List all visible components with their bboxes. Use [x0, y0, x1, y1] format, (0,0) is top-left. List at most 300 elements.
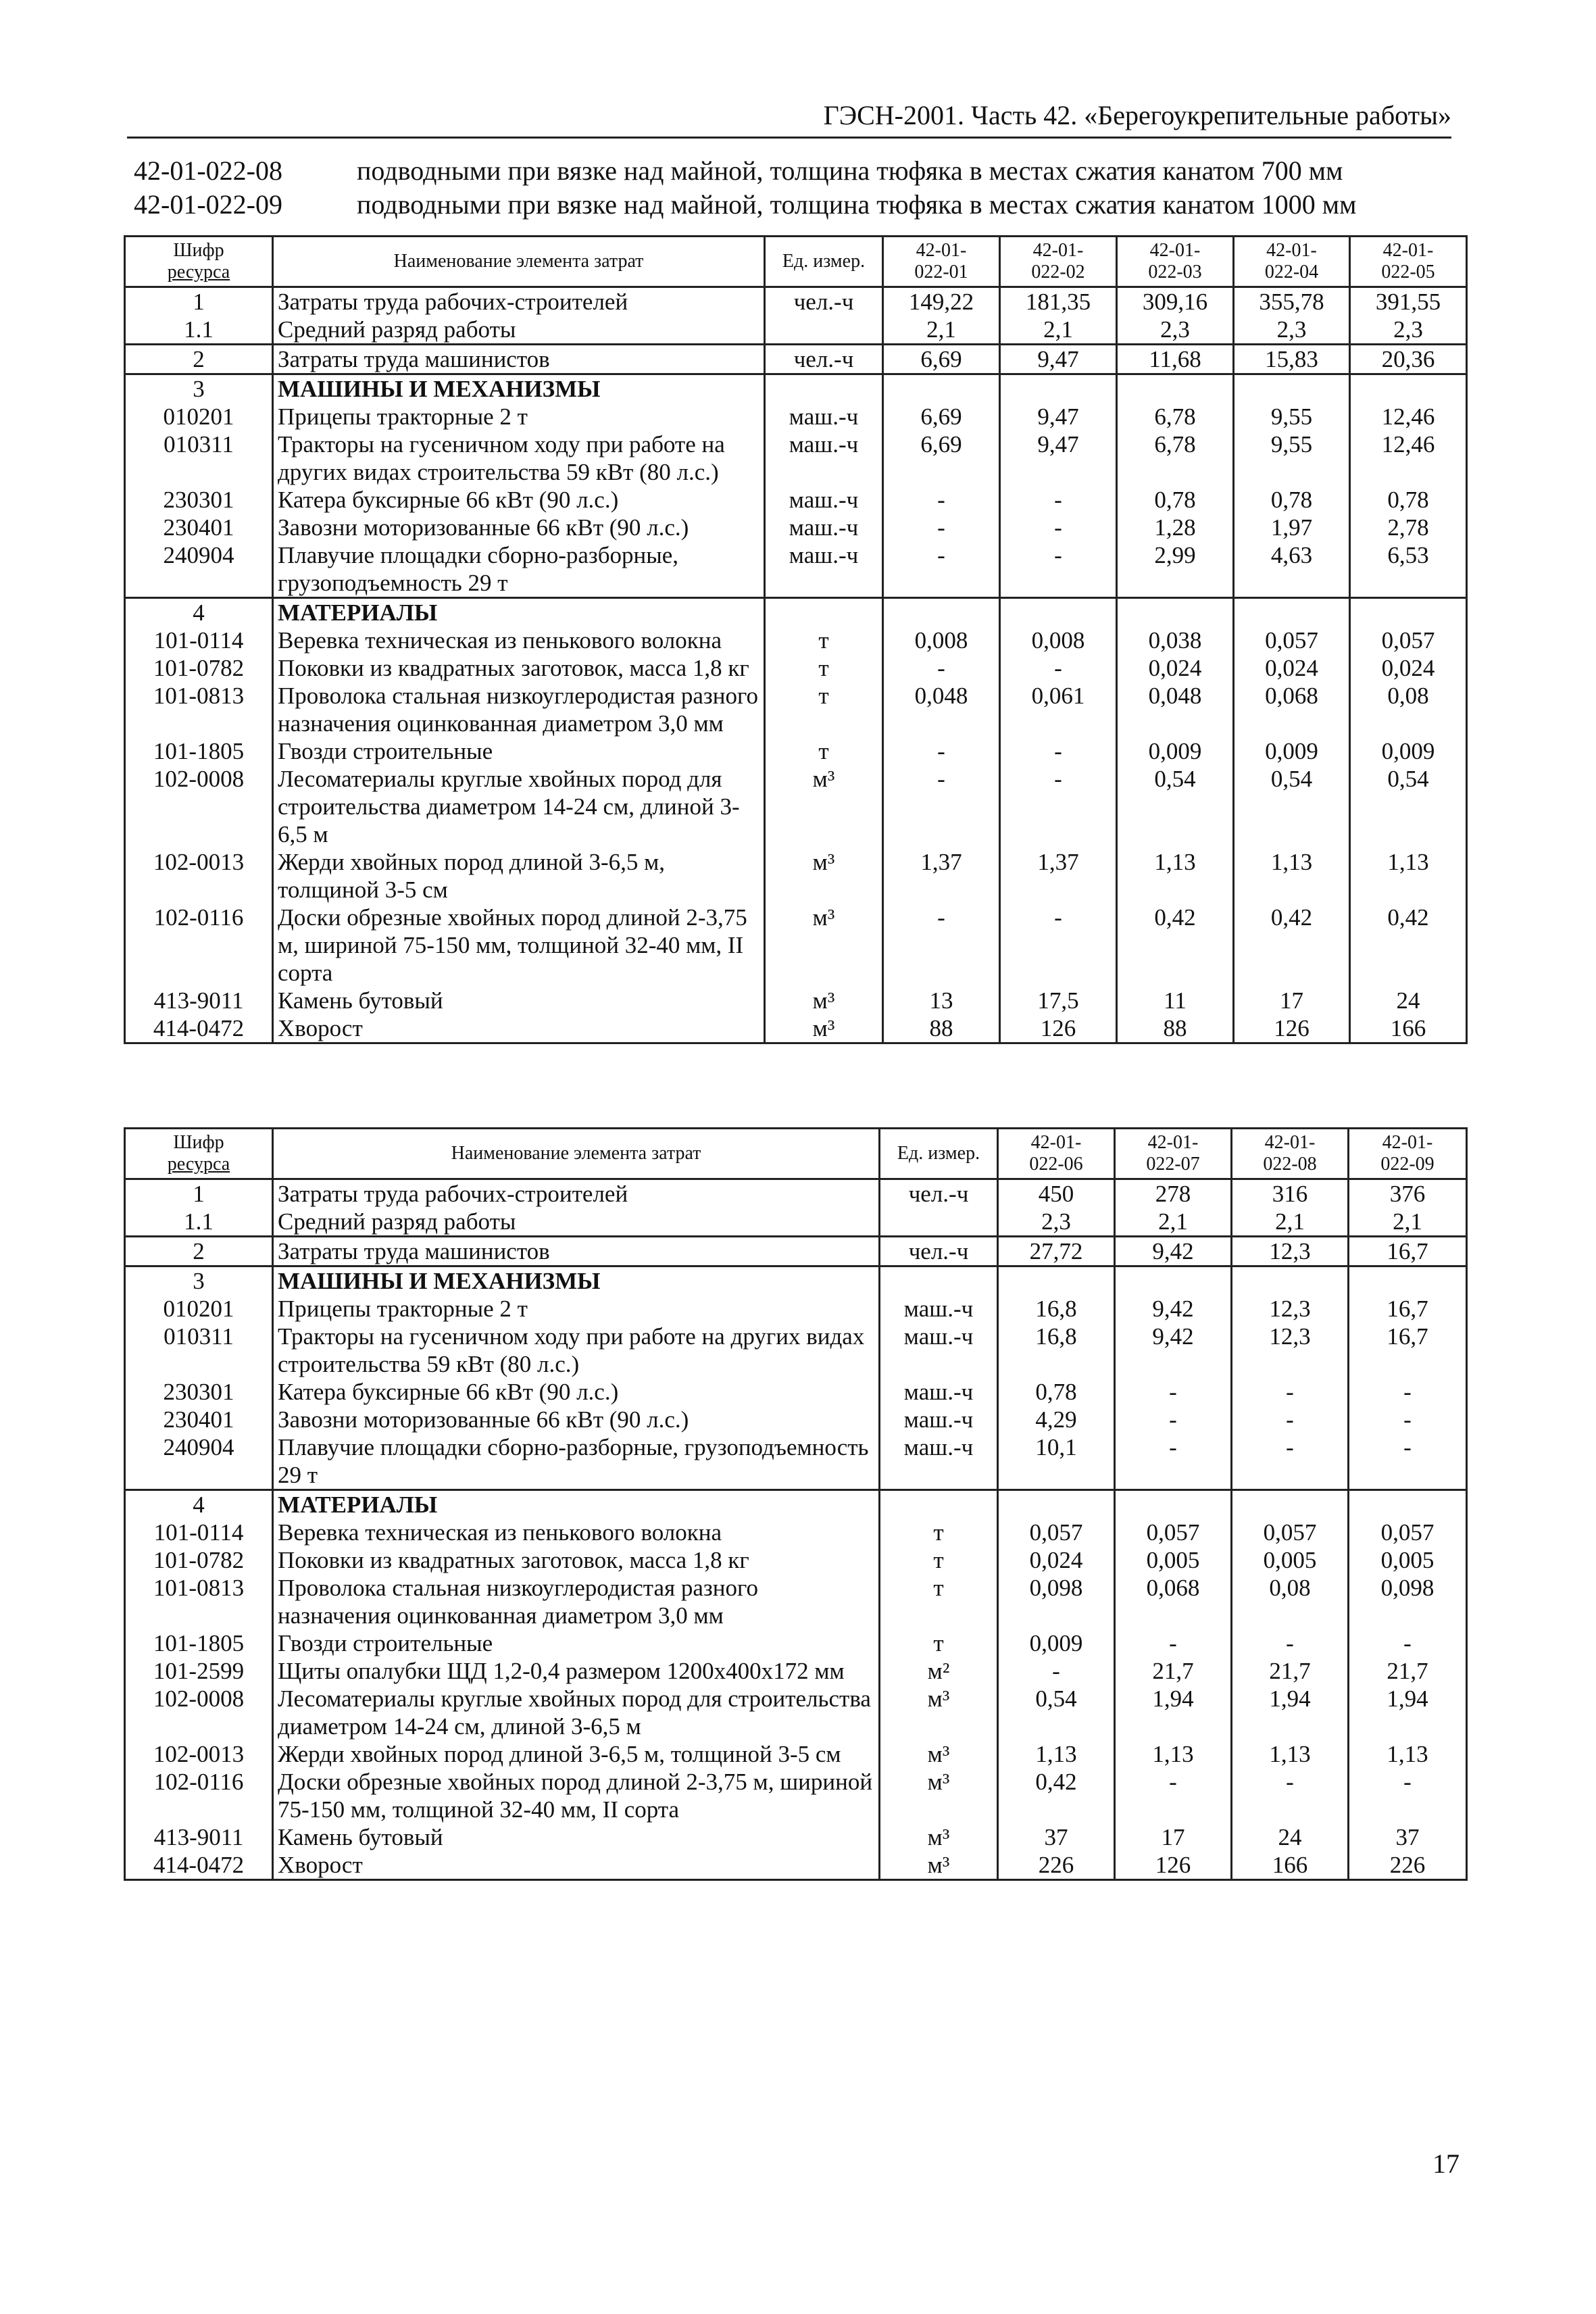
code-text: подводными при вязке над майной, толщина тюфяка в местах сжатия канатом 700 мм — [357, 155, 1343, 186]
rate-value-cell: 2,3 — [998, 1208, 1115, 1237]
unit-cell: м³ — [765, 765, 883, 848]
unit-cell: маш.-ч — [765, 541, 883, 598]
unit-cell: маш.-ч — [880, 1433, 998, 1490]
rate-value-cell: 11,68 — [1117, 345, 1234, 374]
cost-element-name-cell: Веревка техническая из пенькового волокна — [273, 1519, 880, 1546]
code-label: 42-01-022-09 — [134, 189, 282, 220]
rate-value-cell: 0,009 — [998, 1629, 1115, 1657]
rate-value-cell: 376 — [1349, 1179, 1467, 1208]
resource-code-cell: 101-1805 — [125, 737, 273, 765]
code-column-header — [125, 1129, 273, 1179]
rate-value-cell: 166 — [1232, 1851, 1349, 1880]
unit-cell: т — [765, 682, 883, 737]
name-column-header: Наименование элемента затрат — [273, 237, 765, 287]
resource-code-cell: 101-0782 — [125, 654, 273, 682]
rate-value-cell: 0,048 — [1117, 682, 1234, 737]
rate-value-cell — [1000, 374, 1117, 403]
rate-value-cell — [1349, 1266, 1467, 1296]
cost-element-name-cell: Жерди хвойных пород длиной 3-6,5 м, толщиной 3-5 см — [273, 1740, 880, 1768]
rate-value-cell: - — [883, 737, 1000, 765]
rate-value-cell: 0,048 — [883, 682, 1000, 737]
rate-header-line2: 022-01 — [914, 262, 968, 282]
rate-value-cell — [1232, 1490, 1349, 1519]
resource-code-cell: 010201 — [125, 403, 273, 430]
unit-cell: маш.-ч — [765, 514, 883, 541]
rate-value-cell: - — [1349, 1629, 1467, 1657]
rate-value-cell: 16,8 — [998, 1295, 1115, 1323]
rate-value-cell — [1349, 1490, 1467, 1519]
code-descriptions — [134, 154, 1356, 222]
resource-code-cell: 230301 — [125, 486, 273, 514]
rate-value-cell: 0,024 — [1117, 654, 1234, 682]
unit-cell: м³ — [765, 848, 883, 904]
unit-cell: маш.-ч — [880, 1406, 998, 1433]
table-row — [125, 430, 1467, 486]
rate-value-cell: 2,1 — [1232, 1208, 1349, 1237]
rate-column-header — [1232, 1129, 1349, 1179]
rate-value-cell: 1,13 — [1234, 848, 1350, 904]
cost-element-name-cell: Затраты труда рабочих-строителей — [273, 287, 765, 316]
resource-code-cell: 102-0008 — [125, 1685, 273, 1740]
rate-value-cell: 149,22 — [883, 287, 1000, 316]
table-row — [125, 1266, 1467, 1296]
unit-cell: маш.-ч — [765, 430, 883, 486]
rate-value-cell: 12,3 — [1232, 1295, 1349, 1323]
rate-value-cell: 10,1 — [998, 1433, 1115, 1490]
rate-value-cell: 1,37 — [883, 848, 1000, 904]
cost-element-name-cell: Поковки из квадратных заготовок, масса 1,8 кг — [273, 1546, 880, 1574]
rate-value-cell: 0,098 — [1349, 1574, 1467, 1629]
rate-header-line1: 42-01- — [916, 240, 967, 261]
rate-value-cell — [1000, 598, 1117, 627]
cost-element-name-cell: Затраты труда рабочих-строителей — [273, 1179, 880, 1208]
rate-value-cell: 2,3 — [1234, 316, 1350, 345]
rate-value-cell: - — [1000, 514, 1117, 541]
rate-value-cell: 2,1 — [1349, 1208, 1467, 1237]
table-row — [125, 682, 1467, 737]
rate-value-cell — [1117, 374, 1234, 403]
rate-value-cell: 0,08 — [1350, 682, 1467, 737]
rate-value-cell: 450 — [998, 1179, 1115, 1208]
resource-code-cell: 1 — [125, 287, 273, 316]
table-row — [125, 1629, 1467, 1657]
table-row — [125, 486, 1467, 514]
code-label: 42-01-022-08 — [134, 155, 282, 186]
rate-value-cell: 1,94 — [1232, 1685, 1349, 1740]
resource-code-cell: 3 — [125, 374, 273, 403]
resource-table-2 — [124, 1127, 1468, 1881]
rate-header-line2: 022-06 — [1029, 1154, 1083, 1175]
resource-code-cell: 102-0116 — [125, 1768, 273, 1823]
rate-value-cell: 391,55 — [1350, 287, 1467, 316]
cost-element-name-cell: Плавучие площадки сборно-разборные, грузоподъемность 29 т — [273, 541, 765, 598]
table-body — [125, 1179, 1467, 1880]
cost-element-name-cell: Камень бутовый — [273, 1823, 880, 1851]
rate-value-cell: 0,78 — [1117, 486, 1234, 514]
rate-value-cell: 6,69 — [883, 345, 1000, 374]
rate-value-cell: 9,55 — [1234, 430, 1350, 486]
rate-value-cell: - — [1115, 1433, 1232, 1490]
cost-element-name-cell: Плавучие площадки сборно-разборные, грузоподъемность 29 т — [273, 1433, 880, 1490]
table-row — [125, 1768, 1467, 1823]
rate-value-cell: 0,068 — [1115, 1574, 1232, 1629]
rate-value-cell: 27,72 — [998, 1237, 1115, 1266]
table-row — [125, 626, 1467, 654]
rate-value-cell: 88 — [1117, 1014, 1234, 1043]
resource-code-cell: 414-0472 — [125, 1851, 273, 1880]
unit-cell: чел.-ч — [765, 287, 883, 316]
rate-value-cell — [883, 374, 1000, 403]
rate-value-cell: - — [1000, 904, 1117, 987]
cost-element-name-cell: Лесоматериалы круглые хвойных пород для строительства диаметром 14-24 см, длиной 3-6,5 м — [273, 765, 765, 848]
rate-value-cell: 4,63 — [1234, 541, 1350, 598]
cost-element-name-cell: Тракторы на гусеничном ходу при работе на других видах строительства 59 кВт (80 л.с.) — [273, 430, 765, 486]
page-number: 17 — [1432, 2148, 1460, 2179]
rate-value-cell: 16,7 — [1349, 1295, 1467, 1323]
unit-cell: т — [765, 626, 883, 654]
cost-element-name-cell: Доски обрезные хвойных пород длиной 2-3,75 м, шириной 75-150 мм, толщиной 32-40 мм, II сорта — [273, 1768, 880, 1823]
rate-value-cell — [1115, 1490, 1232, 1519]
rate-value-cell: 0,78 — [1350, 486, 1467, 514]
rate-value-cell: 309,16 — [1117, 287, 1234, 316]
rate-value-cell: 0,008 — [1000, 626, 1117, 654]
rate-value-cell: 126 — [1115, 1851, 1232, 1880]
rate-value-cell: 2,99 — [1117, 541, 1234, 598]
rate-value-cell: 2,78 — [1350, 514, 1467, 541]
table-row — [125, 987, 1467, 1014]
table-row — [125, 1433, 1467, 1490]
resource-code-cell: 2 — [125, 1237, 273, 1266]
rate-value-cell: 0,057 — [1115, 1519, 1232, 1546]
resource-code-cell: 4 — [125, 1490, 273, 1519]
rate-value-cell: 1,37 — [1000, 848, 1117, 904]
rate-header-line1: 42-01- — [1382, 240, 1434, 261]
unit-cell: т — [880, 1629, 998, 1657]
rate-value-cell: 6,69 — [883, 403, 1000, 430]
table-row — [125, 737, 1467, 765]
rate-value-cell: 0,08 — [1232, 1574, 1349, 1629]
unit-cell: т — [880, 1574, 998, 1629]
unit-cell — [880, 1208, 998, 1237]
rate-value-cell: 17 — [1115, 1823, 1232, 1851]
rate-value-cell: 0,005 — [1349, 1546, 1467, 1574]
rate-value-cell: 278 — [1115, 1179, 1232, 1208]
rate-value-cell: - — [1000, 737, 1117, 765]
cost-element-name-cell: Веревка техническая из пенькового волокна — [273, 626, 765, 654]
resource-code-cell: 101-2599 — [125, 1657, 273, 1685]
rate-value-cell: 20,36 — [1350, 345, 1467, 374]
rate-value-cell — [1115, 1266, 1232, 1296]
rate-value-cell: 2,1 — [883, 316, 1000, 345]
resource-code-cell: 102-0008 — [125, 765, 273, 848]
rate-value-cell: 1,13 — [1350, 848, 1467, 904]
resource-code-cell: 101-0813 — [125, 682, 273, 737]
table-row — [125, 345, 1467, 374]
resource-code-cell: 101-0813 — [125, 1574, 273, 1629]
unit-cell: т — [880, 1546, 998, 1574]
rate-value-cell: - — [1115, 1629, 1232, 1657]
rate-value-cell: 2,1 — [1000, 316, 1117, 345]
rate-value-cell: - — [883, 486, 1000, 514]
table-row — [125, 287, 1467, 316]
rate-value-cell: 355,78 — [1234, 287, 1350, 316]
code-header-line1: Шифр — [173, 240, 224, 261]
rate-value-cell: 0,008 — [883, 626, 1000, 654]
rate-value-cell: - — [1000, 765, 1117, 848]
cost-element-name-cell: Прицепы тракторные 2 т — [273, 403, 765, 430]
rate-value-cell: 126 — [1234, 1014, 1350, 1043]
rate-value-cell: 226 — [998, 1851, 1115, 1880]
rate-value-cell: 126 — [1000, 1014, 1117, 1043]
rate-value-cell: 9,42 — [1115, 1323, 1232, 1378]
table-row — [125, 1378, 1467, 1406]
table-row — [125, 598, 1467, 627]
resource-code-cell: 4 — [125, 598, 273, 627]
unit-cell: т — [765, 654, 883, 682]
cost-element-name-cell: Жерди хвойных пород длиной 3-6,5 м, толщиной 3-5 см — [273, 848, 765, 904]
cost-element-name-cell: МАТЕРИАЛЫ — [273, 598, 765, 627]
rate-value-cell: 0,024 — [998, 1546, 1115, 1574]
running-header: ГЭСН-2001. Часть 42. «Берегоукрепительные работы» — [127, 95, 1451, 139]
rate-value-cell: 0,78 — [1234, 486, 1350, 514]
table-body — [125, 287, 1467, 1043]
unit-cell: м³ — [880, 1740, 998, 1768]
rate-value-cell: 0,024 — [1350, 654, 1467, 682]
rate-column-header — [1234, 237, 1350, 287]
rate-column-header — [1349, 1129, 1467, 1179]
rate-value-cell: - — [1115, 1378, 1232, 1406]
resource-code-cell: 1.1 — [125, 1208, 273, 1237]
resource-code-cell: 101-0114 — [125, 626, 273, 654]
unit-cell: т — [880, 1519, 998, 1546]
rate-value-cell: 17,5 — [1000, 987, 1117, 1014]
rate-header-line2: 022-07 — [1146, 1154, 1200, 1175]
rate-value-cell — [1234, 598, 1350, 627]
rate-value-cell: 1,13 — [1117, 848, 1234, 904]
rate-value-cell: 0,42 — [1350, 904, 1467, 987]
table-header-row — [125, 1129, 1467, 1179]
rate-value-cell: - — [1115, 1768, 1232, 1823]
rate-value-cell: 0,42 — [1117, 904, 1234, 987]
rate-value-cell: 9,47 — [1000, 403, 1117, 430]
rate-header-line2: 022-02 — [1031, 262, 1085, 282]
rate-header-line2: 022-09 — [1380, 1154, 1435, 1175]
cost-element-name-cell: МАШИНЫ И МЕХАНИЗМЫ — [273, 1266, 880, 1296]
table-row — [125, 1740, 1467, 1768]
cost-element-name-cell: Катера буксирные 66 кВт (90 л.с.) — [273, 1378, 880, 1406]
unit-cell: маш.-ч — [765, 486, 883, 514]
code-description-row — [134, 154, 1356, 188]
table-row — [125, 654, 1467, 682]
rate-value-cell: 13 — [883, 987, 1000, 1014]
code-header-line1: Шифр — [173, 1132, 224, 1153]
rate-header-line2: 022-04 — [1264, 262, 1319, 282]
rate-value-cell — [1350, 598, 1467, 627]
cost-element-name-cell: Средний разряд работы — [273, 316, 765, 345]
unit-cell: чел.-ч — [880, 1237, 998, 1266]
table-row — [125, 514, 1467, 541]
rate-value-cell: 0,54 — [1234, 765, 1350, 848]
rate-value-cell: - — [883, 514, 1000, 541]
unit-cell — [765, 316, 883, 345]
rate-value-cell: 9,55 — [1234, 403, 1350, 430]
unit-cell: маш.-ч — [880, 1378, 998, 1406]
rate-value-cell: 166 — [1350, 1014, 1467, 1043]
rate-value-cell — [998, 1490, 1115, 1519]
rate-value-cell — [1350, 374, 1467, 403]
rate-header-line2: 022-05 — [1381, 262, 1435, 282]
rate-value-cell: 0,42 — [1234, 904, 1350, 987]
cost-element-name-cell: Щиты опалубки ЩД 1,2-0,4 размером 1200x400x172 мм — [273, 1657, 880, 1685]
rate-value-cell: 9,42 — [1115, 1237, 1232, 1266]
rate-value-cell: - — [883, 541, 1000, 598]
rate-value-cell: 24 — [1232, 1823, 1349, 1851]
rate-value-cell: 226 — [1349, 1851, 1467, 1880]
resource-code-cell: 414-0472 — [125, 1014, 273, 1043]
table-row — [125, 1323, 1467, 1378]
rate-value-cell: - — [1232, 1433, 1349, 1490]
rate-value-cell: - — [883, 765, 1000, 848]
cost-element-name-cell: Поковки из квадратных заготовок, масса 1,8 кг — [273, 654, 765, 682]
rate-value-cell: 0,057 — [998, 1519, 1115, 1546]
table-row — [125, 1490, 1467, 1519]
rate-value-cell — [1232, 1266, 1349, 1296]
rate-column-header — [998, 1129, 1115, 1179]
resource-code-cell: 1 — [125, 1179, 273, 1208]
rate-value-cell: 0,068 — [1234, 682, 1350, 737]
unit-column-header: Ед. измер. — [765, 237, 883, 287]
cost-element-name-cell: МАТЕРИАЛЫ — [273, 1490, 880, 1519]
rate-value-cell: 6,78 — [1117, 430, 1234, 486]
unit-cell: маш.-ч — [765, 403, 883, 430]
rate-value-cell: 0,009 — [1234, 737, 1350, 765]
rate-value-cell: - — [1232, 1406, 1349, 1433]
rate-value-cell: - — [1349, 1768, 1467, 1823]
code-text: подводными при вязке над майной, толщина тюфяка в местах сжатия канатом 1000 мм — [357, 189, 1357, 220]
unit-cell: м³ — [880, 1823, 998, 1851]
rate-value-cell: 0,038 — [1117, 626, 1234, 654]
rate-value-cell: 2,3 — [1350, 316, 1467, 345]
rate-column-header — [1000, 237, 1117, 287]
rate-value-cell: 0,005 — [1115, 1546, 1232, 1574]
rate-value-cell: 316 — [1232, 1179, 1349, 1208]
resource-code-cell: 2 — [125, 345, 273, 374]
rate-value-cell: 21,7 — [1349, 1657, 1467, 1685]
table-row — [125, 765, 1467, 848]
rate-value-cell: 2,1 — [1115, 1208, 1232, 1237]
resource-code-cell: 413-9011 — [125, 987, 273, 1014]
rate-value-cell: 1,13 — [998, 1740, 1115, 1768]
rate-value-cell — [998, 1266, 1115, 1296]
resource-code-cell: 413-9011 — [125, 1823, 273, 1851]
rate-value-cell: - — [1349, 1378, 1467, 1406]
rate-value-cell: 12,46 — [1350, 430, 1467, 486]
unit-cell: м³ — [880, 1851, 998, 1880]
rate-value-cell: - — [998, 1657, 1115, 1685]
resource-code-cell: 1.1 — [125, 316, 273, 345]
table-row — [125, 541, 1467, 598]
rate-value-cell: 6,53 — [1350, 541, 1467, 598]
rate-value-cell: 16,7 — [1349, 1237, 1467, 1266]
resource-code-cell: 102-0013 — [125, 848, 273, 904]
rate-value-cell: 4,29 — [998, 1406, 1115, 1433]
table-row — [125, 848, 1467, 904]
rate-value-cell: - — [883, 654, 1000, 682]
rate-column-header — [1117, 237, 1234, 287]
rate-value-cell: 1,13 — [1232, 1740, 1349, 1768]
rate-value-cell: 12,3 — [1232, 1237, 1349, 1266]
code-description-row — [134, 188, 1356, 222]
code-header-line2: ресурса — [167, 1154, 230, 1175]
cost-element-name-cell: Затраты труда машинистов — [273, 345, 765, 374]
name-column-header: Наименование элемента затрат — [273, 1129, 880, 1179]
unit-column-header: Ед. измер. — [880, 1129, 998, 1179]
rate-value-cell: 0,42 — [998, 1768, 1115, 1823]
code-header-line2: ресурса — [167, 262, 230, 282]
rate-column-header — [883, 237, 1000, 287]
rate-value-cell: 0,057 — [1350, 626, 1467, 654]
rate-value-cell: 1,28 — [1117, 514, 1234, 541]
unit-cell: маш.-ч — [880, 1295, 998, 1323]
rate-value-cell: 1,94 — [1115, 1685, 1232, 1740]
resource-code-cell: 240904 — [125, 541, 273, 598]
rate-value-cell: - — [1349, 1406, 1467, 1433]
rate-value-cell: 0,057 — [1232, 1519, 1349, 1546]
rate-value-cell: 181,35 — [1000, 287, 1117, 316]
table-row — [125, 1406, 1467, 1433]
rate-value-cell: 0,061 — [1000, 682, 1117, 737]
unit-cell: чел.-ч — [765, 345, 883, 374]
rate-value-cell: - — [1115, 1406, 1232, 1433]
table-row — [125, 1546, 1467, 1574]
cost-element-name-cell: Проволока стальная низкоуглеродистая разного назначения оцинкованная диаметром 3,0 мм — [273, 1574, 880, 1629]
unit-cell — [880, 1490, 998, 1519]
unit-cell: м³ — [765, 904, 883, 987]
rate-value-cell: 0,057 — [1349, 1519, 1467, 1546]
rate-value-cell: 1,13 — [1349, 1740, 1467, 1768]
cost-element-name-cell: Затраты труда машинистов — [273, 1237, 880, 1266]
cost-element-name-cell: Доски обрезные хвойных пород длиной 2-3,75 м, шириной 75-150 мм, толщиной 32-40 мм, II сорта — [273, 904, 765, 987]
unit-cell: чел.-ч — [880, 1179, 998, 1208]
resource-code-cell: 102-0013 — [125, 1740, 273, 1768]
table-row — [125, 316, 1467, 345]
cost-element-name-cell: МАШИНЫ И МЕХАНИЗМЫ — [273, 374, 765, 403]
rate-value-cell: 11 — [1117, 987, 1234, 1014]
rate-value-cell: - — [1232, 1768, 1349, 1823]
table-row — [125, 1657, 1467, 1685]
resource-code-cell: 010201 — [125, 1295, 273, 1323]
resource-code-cell: 3 — [125, 1266, 273, 1296]
table-row — [125, 374, 1467, 403]
table-row — [125, 1851, 1467, 1880]
table-row — [125, 1014, 1467, 1043]
rate-value-cell: 6,69 — [883, 430, 1000, 486]
rate-header-line1: 42-01- — [1147, 1132, 1199, 1153]
unit-cell — [880, 1266, 998, 1296]
unit-cell: м³ — [765, 987, 883, 1014]
unit-cell: т — [765, 737, 883, 765]
unit-cell — [765, 598, 883, 627]
rate-value-cell: 0,009 — [1350, 737, 1467, 765]
rate-value-cell: 0,54 — [998, 1685, 1115, 1740]
rate-value-cell: 0,54 — [1350, 765, 1467, 848]
resource-code-cell: 230401 — [125, 1406, 273, 1433]
cost-element-name-cell: Завозни моторизованные 66 кВт (90 л.с.) — [273, 1406, 880, 1433]
table-row — [125, 1295, 1467, 1323]
resource-code-cell: 102-0116 — [125, 904, 273, 987]
rate-value-cell: 1,94 — [1349, 1685, 1467, 1740]
rate-value-cell: - — [1000, 654, 1117, 682]
